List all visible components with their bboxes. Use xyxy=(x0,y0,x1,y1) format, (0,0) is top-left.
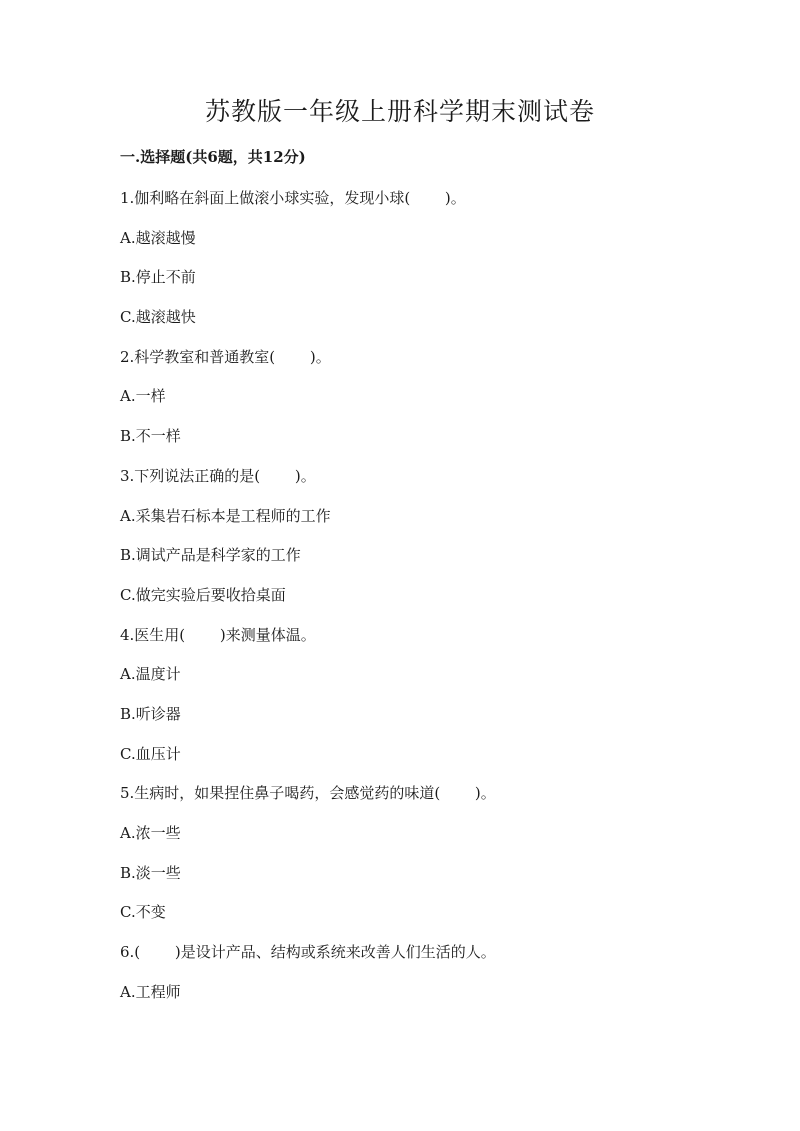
option-4a: A.温度计 xyxy=(120,665,181,684)
option-1c: C.越滚越快 xyxy=(120,308,196,327)
option-3c: C.做完实验后要收拾桌面 xyxy=(120,585,286,604)
question-stem-6: 6.( )是设计产品、结构或系统来改善人们生活的人。 xyxy=(120,943,496,962)
section-heading: 一.选择题(共6题，共12分) xyxy=(120,148,306,166)
option-4b: B.听诊器 xyxy=(120,704,181,723)
option-1a: A.越滚越慢 xyxy=(120,228,196,247)
question-stem-1: 1.伽利略在斜面上做滚小球实验，发现小球( )。 xyxy=(120,189,466,207)
question-stem-2: 2.科学教室和普通教室( )。 xyxy=(120,347,331,366)
option-3a: A.采集岩石标本是工程师的工作 xyxy=(120,506,331,525)
option-2a: A.一样 xyxy=(120,387,166,406)
option-1b: B.停止不前 xyxy=(120,268,196,287)
option-4c: C.血压计 xyxy=(120,744,181,763)
option-6a: A.工程师 xyxy=(120,982,181,1001)
page-title: 苏教版一年级上册科学期末测试卷 xyxy=(204,97,595,126)
option-3b: B.调试产品是科学家的工作 xyxy=(120,546,301,565)
option-2b: B.不一样 xyxy=(120,427,181,446)
option-5a: A.浓一些 xyxy=(120,824,181,842)
question-stem-3: 3.下列说法正确的是( )。 xyxy=(120,466,316,485)
question-list xyxy=(120,186,700,1019)
option-5b: B.淡一些 xyxy=(120,863,181,882)
question-stem-5: 5.生病时，如果捏住鼻子喝药，会感觉药的味道( )。 xyxy=(120,784,496,803)
question-stem-4: 4.医生用( )来测量体温。 xyxy=(120,625,316,644)
option-5c: C.不变 xyxy=(120,903,166,922)
